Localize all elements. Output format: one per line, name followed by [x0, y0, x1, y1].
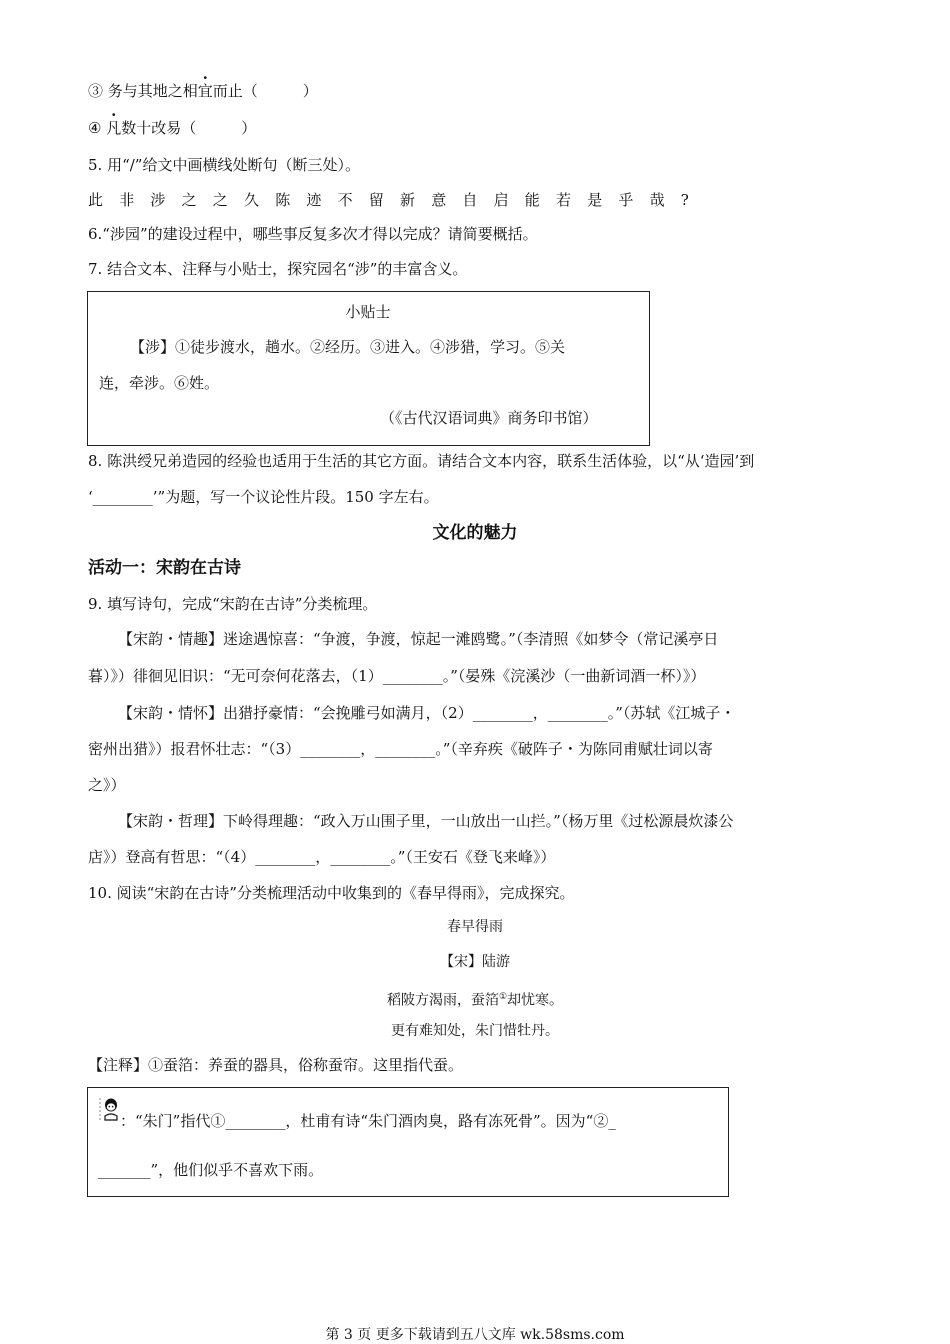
- q9-p3-line-2: 店》）登高有哲思：“（4）________，________。”（王安石《登飞来峰》）: [88, 848, 556, 866]
- poem-line-1-b: 却忧寒。: [507, 992, 564, 1009]
- q8-line-1: 8. 陈洪绶兄弟造园的经验也适用于生活的其它方面。请结合文本内容，联系生活体验，以“从‘造园’到: [88, 452, 755, 470]
- poem-author: 【宋】陆游: [440, 954, 510, 970]
- item4-dotted-char: 凡: [106, 119, 122, 137]
- tip-title: 小贴士: [345, 303, 391, 321]
- item3-prefix: ③ 务与其地之相: [88, 82, 198, 100]
- poem-line-1-a: 稻陂方渴雨，蚕箔: [386, 992, 499, 1009]
- think-line-2: _______”，他们似乎不喜欢下雨。: [98, 1161, 324, 1179]
- activity-1-heading: 活动一：宋韵在古诗: [88, 558, 241, 578]
- q9-p1-line-1: 【宋韵・情趣】迷途遇惊喜：“争渡，争渡，惊起一滩鸥鹭。”（李清照《如梦令（常记溪亭日: [118, 630, 719, 648]
- poem-footnote-mark: ①: [498, 992, 508, 1002]
- item3-dotted-char: 宜: [197, 82, 213, 100]
- q4-item-3: [88, 81, 318, 101]
- section-title: 文化的魅力: [432, 523, 518, 543]
- tip-line-1: 【涉】①徒步渡水，趟水。②经历。③进入。④涉猎，学习。⑤关: [130, 338, 566, 356]
- item4-prefix: ④: [88, 119, 107, 137]
- q8-line-2: ‘________’”为题，写一个议论性片段。150 字左右。: [88, 488, 439, 506]
- think-box: [87, 1087, 729, 1197]
- q9-p1-line-2: 暮）》）徘徊见旧识：“无可奈何花落去，（1）________。”（晏殊《浣溪沙（一曲新词酒一杯）》）: [88, 667, 706, 685]
- q9-p2-line-1: 【宋韵・情怀】出猎抒豪情：“会挽雕弓如满月，（2）________，________。”（苏轼《江城子・: [118, 704, 736, 722]
- poem-line-1: [0, 987, 950, 1011]
- q5-text: 5. 用“/”给文中画横线处断句（断三处）。: [88, 156, 360, 174]
- poem-note: 【注释】①蚕箔：养蚕的器具，俗称蚕帘。这里指代蚕。: [88, 1056, 464, 1074]
- q5-sentence: 此非涉之之久陈迹不留新意自启能若是乎哉?: [88, 191, 706, 209]
- q9-p2-line-3: 之》）: [88, 776, 126, 794]
- q7-text: 7. 结合文本、注释与小贴士，探究园名“涉”的丰富含义。: [88, 260, 468, 278]
- item4-suffix: 数十改易（ ）: [121, 119, 257, 137]
- page-footer: 第 3 页 更多下载请到五八文库 wk.58sms.com: [325, 1327, 625, 1343]
- tip-line-2: 连，牵涉。⑥姓。: [99, 374, 220, 392]
- q10-text: 10. 阅读“宋韵在古诗”分类梳理活动中收集到的《春早得雨》，完成探究。: [88, 884, 575, 902]
- poem-title: 春早得雨: [447, 919, 503, 935]
- poem-line-2: 更有难知处，朱门惜牡丹。: [391, 1023, 559, 1039]
- tip-source: （《古代汉语词典》商务印书馆）: [380, 409, 598, 427]
- student-avatar-icon: [99, 1096, 121, 1122]
- q6-text: 6.“涉园”的建设过程中，哪些事反复多次才得以完成？请简要概括。: [88, 225, 538, 243]
- q9-p3-line-1: 【宋韵・哲理】下岭得理趣：“政入万山围子里，一山放出一山拦。”（杨万里《过松源晨炊漆公: [118, 812, 734, 830]
- q9-text: 9. 填写诗句，完成“宋韵在古诗”分类梳理。: [88, 595, 378, 613]
- q4-item-4: [88, 118, 256, 138]
- think-line-1: ：“朱门”指代①________，杜甫有诗“朱门酒肉臭，路有冻死骨”。因为“②_: [120, 1112, 616, 1130]
- q9-p2-line-2: 密州出猎》）报君怀壮志：“（3）________，________。”（辛弃疾《破阵子・为陈同甫赋壮词以寄: [88, 740, 713, 758]
- item3-suffix: 而止（ ）: [212, 82, 318, 100]
